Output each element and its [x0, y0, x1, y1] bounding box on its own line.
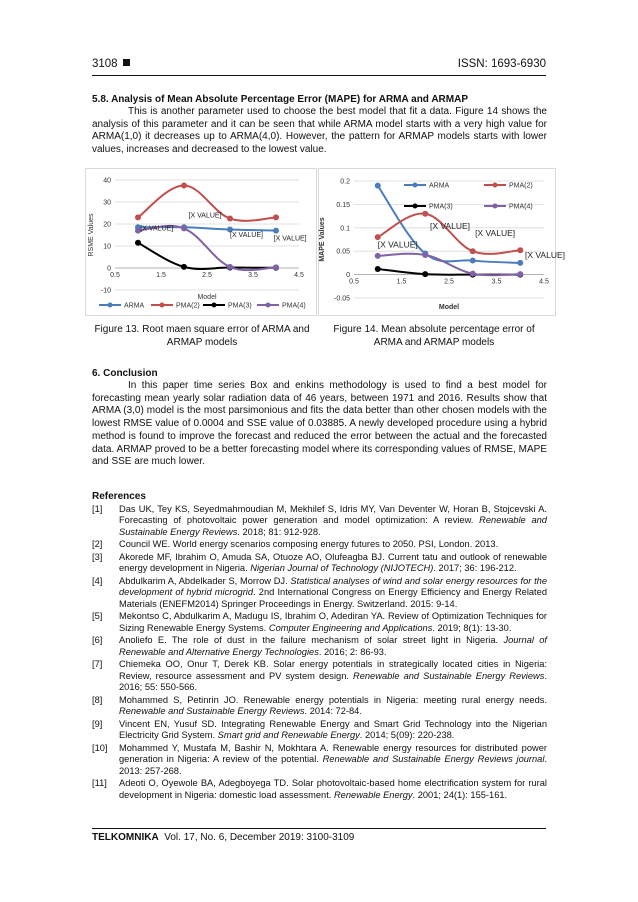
reference-number: [10]: [92, 742, 108, 753]
data-point: [517, 271, 523, 277]
footer: [92, 832, 354, 843]
footer-volume: Vol. 17, No. 6, December 2019: 3100-3109: [164, 832, 355, 843]
header-rule: [92, 75, 546, 76]
reference-item: [92, 695, 547, 718]
reference-item: [92, 552, 547, 575]
x-tick-label: 3.5: [491, 278, 502, 286]
x-tick-label: 2.5: [444, 278, 454, 286]
y-tick-label: -0.05: [334, 295, 350, 303]
data-point: [375, 266, 381, 272]
reference-number: [3]: [92, 552, 103, 562]
figure-13-caption: Figure 13. Root maen square error of ARMA and ARMAP models: [94, 324, 310, 348]
legend-label: PMA(2): [509, 182, 533, 190]
reference-text: [119, 635, 547, 658]
data-label: [X VALUE]: [525, 250, 565, 261]
reference-number: [4]: [92, 576, 103, 586]
data-label: [X VALUE]: [188, 212, 222, 220]
reference-authors-title: Council WE. World energy scenarios composing energy futures to 2050. PSI, London. 2013.: [119, 539, 499, 550]
conclusion-body: In this paper time series Box and enkins methodology is used to find a best model for forecasting mean yearly solar radiation data of 46 years, between 1971 and 2016. Results show that ARMA (3,0) model is the most parsimonious and fits the data better than other chosen models with the lowest RMSE value of 0.0004 and SSE value of 0.03885. A newly developed procedure using a hybrid method is found to improve the forecast and reduced the error between the actual and the forecasted data. ARMAP proved to be a better forecasting model where its corresponding values of RMSE, MAPE and SSE are much lower.: [92, 380, 547, 468]
square-bullet-icon: [123, 59, 130, 66]
reference-item: [92, 576, 547, 610]
x-tick-label: 2.5: [202, 272, 212, 279]
reference-details: . 2016; 55: 550-566.: [119, 670, 547, 693]
reference-text: [119, 659, 547, 693]
x-tick-label: 1.5: [156, 272, 166, 279]
legend-marker: [266, 303, 271, 308]
reference-source: Renewable and Sustainable Energy Reviews: [119, 706, 305, 717]
legend-label: PMA(3): [429, 203, 453, 211]
reference-item: [92, 659, 547, 693]
legend-marker: [493, 204, 498, 209]
reference-number: [8]: [92, 694, 103, 705]
reference-number: [7]: [92, 659, 103, 670]
reference-source: Renewable Energy: [333, 789, 413, 800]
reference-text: [119, 611, 547, 634]
y-tick-label: 20: [103, 221, 111, 229]
reference-authors-title: Chiemeka OO, Onur T, Derek KB. Solar energy potentials in strategically located cities in Nigeria: Review, resource assessment and PV system design.: [119, 659, 547, 681]
reference-item: [92, 539, 547, 550]
x-tick-label: 4.5: [294, 272, 304, 279]
reference-authors-title: Abdulkarim A, Abdelkader S, Morrow DJ.: [119, 576, 291, 586]
reference-details: . 2013: 257-268.: [119, 754, 548, 776]
reference-details: . 2nd International Congress on Energy Efficiency and Energy Related Materials (ENEFM2014) Springer Proceedings in Energy. Switzerland. 2015: 9-14.: [119, 587, 547, 609]
chart-frame: [319, 169, 556, 316]
reference-item: [92, 719, 547, 742]
y-tick-label: 30: [103, 199, 111, 207]
y-axis-label: MAPE Values: [319, 217, 326, 262]
data-point: [517, 260, 523, 266]
legend-label: PMA(3): [228, 302, 252, 310]
references-list: [92, 504, 547, 802]
data-label: [X VALUE]: [430, 221, 470, 232]
legend-label: PMA(2): [176, 302, 200, 310]
figure-14-caption: Figure 14. Mean absolute percentage error of ARMA and ARMAP models: [333, 324, 535, 348]
reference-authors-title: Mohammed Y, Mustafa M, Bashir N, Mokhtara A. Renewable energy resources for distributed power generation in Nigeria: A review of the potential.: [119, 742, 547, 765]
reference-item: [92, 778, 547, 801]
reference-item: [92, 504, 547, 538]
data-point: [517, 247, 523, 253]
data-point: [227, 264, 233, 270]
reference-number: [6]: [92, 635, 103, 646]
reference-details: . 2016; 2: 86-93.: [318, 646, 387, 657]
legend-label: PMA(4): [282, 302, 306, 310]
reference-authors-title: Mohammed S, Petinrin JO. Renewable energy potentials in Nigeria: meeting rural energy needs.: [119, 694, 547, 705]
legend-marker: [413, 183, 418, 188]
reference-authors-title: Akorede MF, Ibrahim O, Amuda SA, Otuoze AO, Olufeagba BJ. Current tatu and outlook of renewable energy development in Nigeria.: [119, 552, 547, 574]
x-tick-label: 4.5: [539, 278, 549, 286]
data-point: [273, 264, 279, 270]
data-label: [X VALUE]: [140, 225, 174, 233]
reference-details: . 2019; 8(1): 13-30.: [432, 622, 512, 633]
data-point: [470, 258, 476, 264]
reference-details: . 2001; 24(1): 155-161.: [412, 789, 508, 800]
data-point: [422, 252, 428, 258]
x-axis-label: Model: [438, 304, 460, 311]
data-point: [227, 216, 233, 222]
reference-source: Renewable and Sustainable Energy Reviews: [119, 515, 547, 537]
data-point: [273, 228, 279, 234]
data-point: [422, 271, 428, 277]
references-title: References: [92, 491, 146, 502]
x-tick-label: 3.5: [248, 272, 258, 279]
footer-journal: TELKOMNIKA: [92, 832, 159, 843]
data-label: [X VALUE]: [377, 239, 418, 250]
reference-source: Journal of Renewable and Alternative Energy Technologies: [119, 635, 547, 657]
page-number-text: 3108: [92, 58, 118, 70]
reference-item: [92, 611, 547, 634]
legend-marker: [493, 183, 498, 188]
section-body-mape: This is another parameter used to choose the best model that fit a data. Figure 14 shows the analysis of this parameter and it can be seen that while ARMA model starts with a very high value for ARMA(1,0) it decreases up to ARMA(4,0). However, the pattern for ARMAP models starts with lower values, increases and decreased to the lowest value.: [92, 106, 547, 156]
reference-source: Nigerian Journal of Technology (NIJOTECH): [250, 563, 434, 574]
reference-authors-title: Adeoti O, Oyewole BA, Adegboyega TD. Solar photovoltaic-based home electrification system for rural development in Nigeria: domestic load assessment.: [119, 778, 547, 800]
section-title-conclusion: 6. Conclusion: [92, 368, 158, 379]
reference-authors-title: Das UK, Tey KS, Seyedmahmoudian M, Mekhilef S, Idris MY, Van Deventer W, Horan B, Stojcevski A. Forecasting of photovoltaic power generation and model optimization: A review.: [119, 504, 547, 526]
reference-source: Renewable and Sustainable Energy Reviews: [353, 670, 545, 681]
data-label: [X VALUE]: [475, 228, 516, 239]
footer-rule: [92, 828, 546, 829]
y-tick-label: -10: [100, 287, 111, 295]
reference-number: [9]: [92, 718, 103, 729]
y-tick-label: 0: [107, 265, 111, 273]
y-tick-label: 40: [103, 177, 111, 185]
legend-label: ARMA: [429, 182, 450, 190]
y-tick-label: 0.05: [336, 248, 350, 256]
data-point: [181, 264, 187, 270]
reference-text: [119, 695, 547, 718]
x-tick-label: 1.5: [396, 278, 407, 286]
issn: ISSN: 1693-6930: [457, 58, 546, 70]
legend-marker: [108, 303, 113, 308]
reference-source: Smart grid and Renewable Energy: [217, 730, 360, 741]
reference-authors-title: Vincent EN, Yusuf SD. Integrating Renewable Energy and Smart Grid Technology into the Nigerian Electricity Grid System.: [119, 718, 547, 741]
data-point: [375, 253, 381, 259]
figure-13-rmse-chart: [85, 168, 317, 316]
data-point: [181, 183, 187, 189]
data-point: [470, 271, 476, 277]
reference-text: [119, 539, 547, 550]
legend-label: ARMA: [124, 302, 145, 310]
reference-text: [119, 778, 547, 801]
reference-source: Statistical analyses of wind and solar energy resources for the development of hybrid microgrid: [119, 576, 548, 598]
reference-details: . 2018; 81: 912-928.: [237, 526, 321, 537]
reference-text: [119, 576, 547, 610]
data-point: [181, 225, 187, 231]
reference-item: [92, 743, 547, 777]
data-point: [422, 211, 428, 217]
data-point: [135, 240, 141, 246]
reference-number: [11]: [92, 778, 107, 789]
reference-number: [2]: [92, 539, 103, 550]
reference-details: . 2014; 5(09): 220-238.: [359, 730, 455, 741]
y-tick-label: 0.2: [340, 178, 350, 186]
reference-number: [5]: [92, 611, 103, 622]
data-label: [X VALUE]: [230, 232, 263, 240]
data-label: [X VALUE]: [273, 235, 307, 243]
reference-authors-title: Anoliefo E. The role of dust in the failure mechanism of solar street light in Nigeria.: [119, 635, 504, 646]
x-axis-label: Model: [197, 294, 217, 301]
y-tick-label: 10: [103, 243, 111, 251]
figure-14-mape-chart: [318, 168, 565, 316]
page-number: [92, 58, 130, 70]
reference-item: [92, 635, 547, 658]
reference-text: [119, 552, 547, 575]
y-tick-label: 0.1: [340, 225, 350, 233]
reference-details: . 2014: 72-84.: [304, 706, 362, 717]
data-point: [135, 214, 141, 220]
data-point: [273, 214, 279, 220]
reference-number: [1]: [92, 504, 103, 514]
reference-text: [119, 743, 547, 777]
legend-marker: [413, 204, 418, 209]
data-point: [375, 183, 381, 189]
x-tick-label: 0.5: [110, 272, 120, 279]
legend-marker: [160, 303, 165, 308]
reference-text: [119, 719, 547, 742]
y-tick-label: 0.15: [336, 201, 350, 209]
legend-label: PMA(4): [509, 203, 533, 211]
legend-marker: [212, 303, 217, 308]
reference-source: Computer Engineering and Applications: [268, 622, 433, 633]
x-tick-label: 0.5: [349, 278, 359, 286]
reference-details: . 2017; 36: 196-212.: [433, 563, 517, 574]
data-point: [470, 248, 476, 254]
reference-text: [119, 504, 547, 538]
y-tick-label: 0: [346, 272, 350, 280]
section-title-mape: 5.8. Analysis of Mean Absolute Percentage Error (MAPE) for ARMA and ARMAP: [92, 94, 468, 105]
reference-authors-title: Mekontso C, Abdulkarim A, Madugu IS, Ibrahim O, Adediran YA. Review of Optimization Techniques for Sizing Renewable Energy Systems.: [119, 611, 547, 633]
y-axis-label: RSME Values: [88, 213, 95, 257]
reference-source: Renewable and Sustainable Energy Reviews journal: [322, 754, 545, 765]
